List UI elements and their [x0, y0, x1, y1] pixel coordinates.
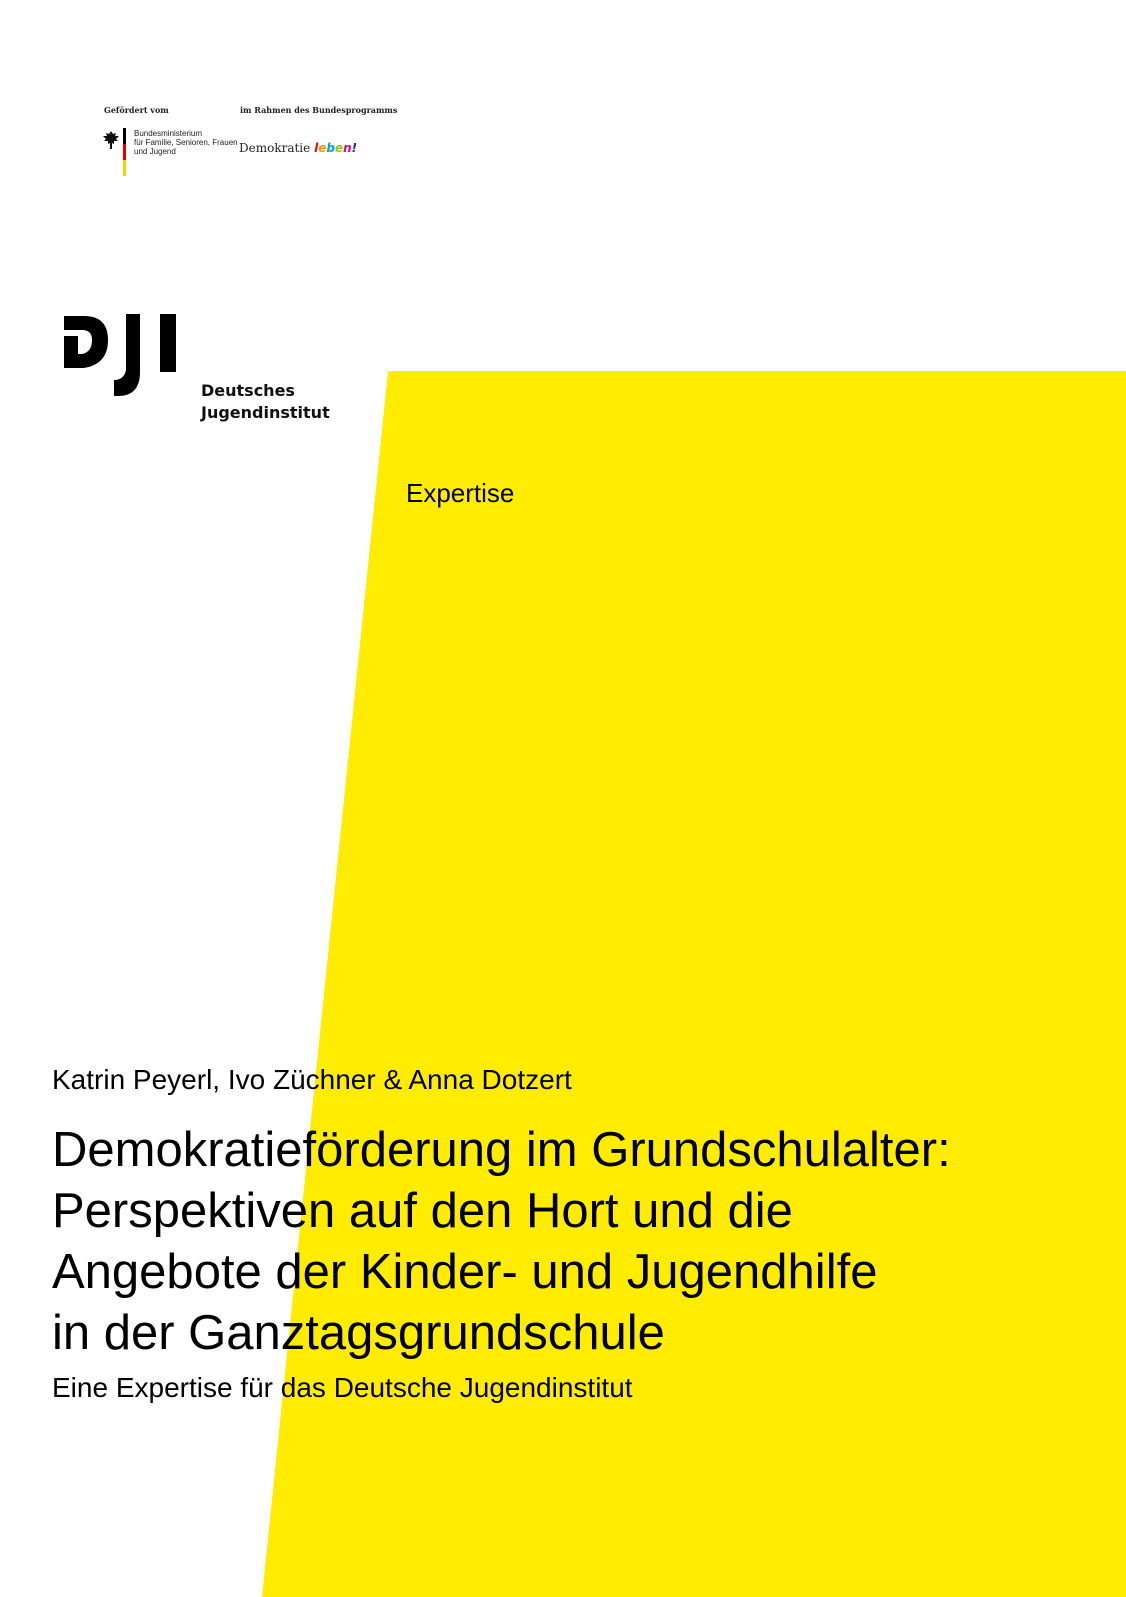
ministry-logo — [102, 128, 238, 178]
title-line: Angebote der Kinder- und Jugendhilfe — [52, 1245, 878, 1299]
institute-name-line: Jugendinstitut — [201, 403, 330, 422]
demokratie-leben-logo — [239, 141, 357, 155]
ministry-line: für Familie, Senioren, Frauen — [134, 138, 238, 147]
authors: Katrin Peyerl, Ivo Züchner & Anna Dotzert — [52, 1064, 572, 1095]
document-title — [52, 1120, 1102, 1364]
federal-eagle-icon — [102, 130, 120, 150]
ministry-name — [134, 129, 238, 156]
demokratie-word: Demokratie — [239, 141, 311, 155]
title-line: in der Ganztagsgrundschule — [52, 1306, 665, 1360]
ministry-line: Bundesministerium — [134, 129, 203, 138]
document-type: Expertise — [406, 478, 515, 508]
institute-name-line: Deutsches — [201, 381, 295, 400]
funder-label: Gefördert vom — [104, 105, 169, 115]
institute-name — [201, 380, 330, 424]
leben-word: leben! — [314, 141, 358, 155]
dji-logo-mark — [64, 314, 180, 398]
ministry-line: und Jugend — [134, 147, 176, 156]
title-line: Perspektiven auf den Hort und die — [52, 1184, 793, 1238]
german-flag-bar — [123, 128, 126, 176]
title-line: Demokratieförderung im Grundschulalter: — [52, 1123, 951, 1177]
program-label: im Rahmen des Bundesprogramms — [240, 105, 398, 115]
document-subtitle: Eine Expertise für das Deutsche Jugendinstitut — [52, 1372, 633, 1403]
